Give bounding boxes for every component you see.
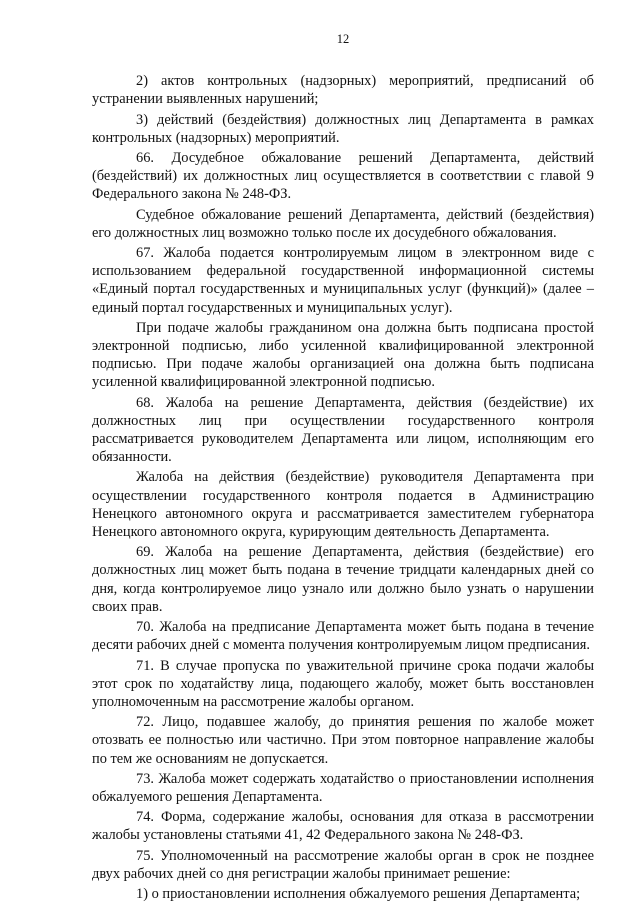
- paragraph-66-court: Судебное обжалование решений Департамента, действий (бездействия) его должностных лиц возможно только после их досудебного обжалования.: [92, 206, 594, 241]
- paragraph-item-3: 3) действий (бездействия) должностных лиц Департамента в рамках контрольных (надзорных) мероприятий.: [92, 111, 594, 146]
- page-number: 12: [336, 32, 350, 46]
- paragraph-68-head: Жалоба на действия (бездействие) руководителя Департамента при осуществлении государственного контроля подается в Администрацию Ненецкого автономного округа и рассматривается заместителем губернатора Ненецкого автономного округа, курирующим деятельность Департамента.: [92, 469, 594, 541]
- paragraph-74: 74. Форма, содержание жалобы, основания для отказа в рассмотрении жалобы установлены статьями 41, 42 Федерального закона № 248-ФЗ.: [92, 809, 594, 844]
- paragraph-67-signature: При подаче жалобы гражданином она должна быть подписана простой электронной подписью, либо усиленной квалифицированной электронной подписью. При подаче жалобы организацией она должна быть подписана усиленной квалифицированной электронной подписью.: [92, 319, 594, 391]
- paragraph-72: 72. Лицо, подавшее жалобу, до принятия решения по жалобе может отозвать ее полностью или частично. При этом повторное направление жалобы по тем же основаниям не допускается.: [92, 714, 594, 767]
- paragraph-70: 70. Жалоба на предписание Департамента может быть подана в течение десяти рабочих дней с момента получения контролируемым лицом предписания.: [92, 619, 594, 654]
- paragraph-71: 71. В случае пропуска по уважительной причине срока подачи жалобы этот срок по ходатайству лица, подающего жалобу, может быть восстановлен уполномоченным на рассмотрение жалобы органом.: [92, 657, 594, 710]
- paragraph-67: 67. Жалоба подается контролируемым лицом в электронном виде с использованием федеральной государственной информационной системы «Единый портал государственных и муниципальных услуг (функций)» (далее – единый портал государственных и муниципальных услуг).: [92, 245, 594, 316]
- paragraph-75-item-1: 1) о приостановлении исполнения обжалуемого решения Департамента;: [136, 885, 581, 902]
- paragraph-66: 66. Досудебное обжалование решений Департамента, действий (бездействий) их должностных лиц осуществляется в соответствии с главой 9 Федерального закона № 248-ФЗ.: [92, 150, 594, 203]
- paragraph-68: 68. Жалоба на решение Департамента, действия (бездействие) их должностных лиц при осуществлении государственного контроля рассматривается руководителем Департамента или лицом, исполняющим его обязанности.: [92, 394, 594, 466]
- paragraph-73: 73. Жалоба может содержать ходатайство о приостановлении исполнения обжалуемого решения Департамента.: [92, 770, 594, 805]
- paragraph-item-2: 2) актов контрольных (надзорных) мероприятий, предписаний об устранении выявленных нарушений;: [92, 73, 594, 108]
- paragraph-75: 75. Уполномоченный на рассмотрение жалобы орган в срок не позднее двух рабочих дней со дня регистрации жалобы принимает решение:: [92, 847, 594, 882]
- paragraph-69: 69. Жалоба на решение Департамента, действия (бездействие) его должностных лиц может быть подана в течение тридцати календарных дней со дня, когда контролируемое лицо узнало или должно было узнать о нарушении своих прав.: [92, 544, 594, 615]
